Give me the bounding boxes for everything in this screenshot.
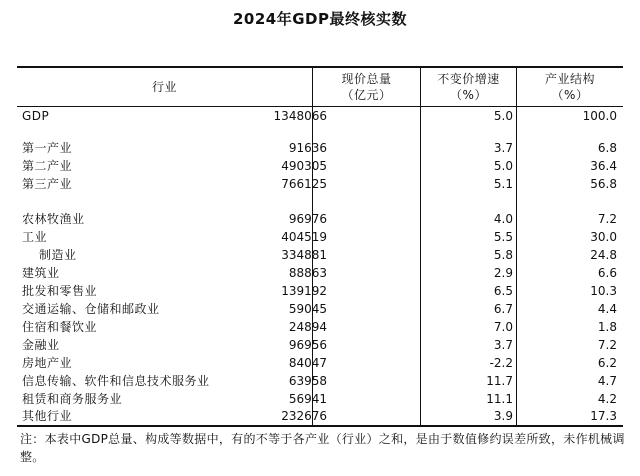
nominal-value: 404519	[281, 230, 327, 244]
industry-share: 10.3	[590, 284, 617, 298]
header-growth-unit: （%）	[450, 88, 487, 102]
nominal-value: 334881	[281, 248, 327, 262]
nominal-value: 1348066	[273, 109, 327, 123]
industry-name: 交通运输、仓储和邮政业	[22, 302, 160, 316]
table-footnote: 注：本表中GDP总量、构成等数据中，有的不等于各产业（行业）之和，是由于数值修约误差所致，未作机械调整。	[20, 432, 625, 464]
table-bottom-rule	[17, 425, 623, 427]
table-row	[17, 157, 623, 175]
real-growth: 5.0	[493, 159, 513, 173]
industry-name: 第二产业	[22, 159, 73, 173]
industry-share: 6.8	[597, 141, 617, 155]
nominal-value: 56941	[288, 392, 327, 406]
industry-name: 住宿和餐饮业	[22, 320, 98, 334]
nominal-value: 91636	[288, 141, 327, 155]
industry-share: 4.7	[597, 374, 617, 388]
real-growth: 3.9	[493, 409, 513, 423]
table-row	[17, 282, 623, 300]
table-row	[17, 139, 623, 157]
header-structure-unit: （%）	[551, 88, 589, 102]
real-growth: 5.5	[493, 230, 513, 244]
industry-share: 56.8	[590, 177, 617, 191]
nominal-value: 96976	[288, 212, 327, 226]
industry-name: 批发和零售业	[22, 284, 98, 298]
real-growth: 11.7	[486, 374, 513, 388]
industry-name: 其他行业	[22, 409, 73, 423]
real-growth: 5.8	[493, 248, 513, 262]
industry-share: 4.4	[597, 302, 617, 316]
industry-share: 7.2	[597, 338, 617, 352]
real-growth: 6.7	[493, 302, 513, 316]
header-growth-label: 不变价增速	[437, 72, 500, 86]
table-row	[17, 107, 623, 125]
nominal-value: 232676	[281, 409, 327, 423]
table-row	[17, 354, 623, 372]
header-growth	[421, 70, 516, 104]
industry-share: 24.8	[590, 248, 617, 262]
real-growth: 3.7	[493, 141, 513, 155]
table-row	[17, 210, 623, 228]
real-growth: 7.0	[493, 320, 513, 334]
industry-name: 第一产业	[22, 141, 73, 155]
table-top-rule	[17, 66, 623, 68]
industry-name: 信息传输、软件和信息技术服务业	[22, 374, 210, 388]
industry-name: 农林牧渔业	[22, 212, 85, 226]
table-row	[17, 228, 623, 246]
industry-name: 工业	[22, 230, 48, 244]
table-row	[17, 318, 623, 336]
nominal-value: 63958	[288, 374, 327, 388]
header-industry-label: 行业	[151, 80, 177, 94]
industry-share: 7.2	[597, 212, 617, 226]
table-row	[17, 264, 623, 282]
nominal-value: 59045	[288, 302, 327, 316]
real-growth: 5.0	[493, 109, 513, 123]
header-structure	[517, 70, 623, 104]
real-growth: 11.1	[486, 392, 513, 406]
header-value-label: 现价总量	[341, 72, 392, 86]
industry-share: 4.2	[597, 392, 617, 406]
header-value-unit: （亿元）	[341, 88, 392, 102]
table-row	[17, 407, 623, 425]
table-row	[17, 246, 623, 264]
industry-share: 6.6	[597, 266, 617, 280]
table-row	[17, 300, 623, 318]
nominal-value: 96956	[288, 338, 327, 352]
header-structure-label: 产业结构	[544, 72, 595, 86]
header-industry	[17, 70, 312, 104]
industry-name: GDP	[22, 109, 50, 123]
nominal-value: 139192	[281, 284, 327, 298]
table-row	[17, 372, 623, 390]
industry-name: 租赁和商务服务业	[22, 392, 123, 406]
industry-share: 6.2	[597, 356, 617, 370]
nominal-value: 490305	[281, 159, 327, 173]
nominal-value: 766125	[281, 177, 327, 191]
industry-name: 第三产业	[22, 177, 73, 191]
real-growth: 3.7	[493, 338, 513, 352]
real-growth: 6.5	[493, 284, 513, 298]
nominal-value: 88863	[288, 266, 327, 280]
industry-share: 30.0	[590, 230, 617, 244]
industry-share: 17.3	[590, 409, 617, 423]
industry-share: 100.0	[582, 109, 617, 123]
real-growth: -2.2	[489, 356, 513, 370]
industry-name: 制造业	[39, 248, 77, 262]
table-row	[17, 336, 623, 354]
real-growth: 5.1	[493, 177, 513, 191]
table-row	[17, 390, 623, 408]
industry-name: 房地产业	[22, 356, 73, 370]
industry-share: 1.8	[597, 320, 617, 334]
real-growth: 4.0	[493, 212, 513, 226]
nominal-value: 84047	[288, 356, 327, 370]
industry-share: 36.4	[590, 159, 617, 173]
nominal-value: 24894	[288, 320, 327, 334]
page-title: 2024年GDP最终核实数	[232, 10, 407, 28]
industry-name: 建筑业	[22, 266, 60, 280]
industry-name: 金融业	[22, 338, 60, 352]
real-growth: 2.9	[493, 266, 513, 280]
table-row	[17, 175, 623, 193]
header-value	[313, 70, 420, 104]
